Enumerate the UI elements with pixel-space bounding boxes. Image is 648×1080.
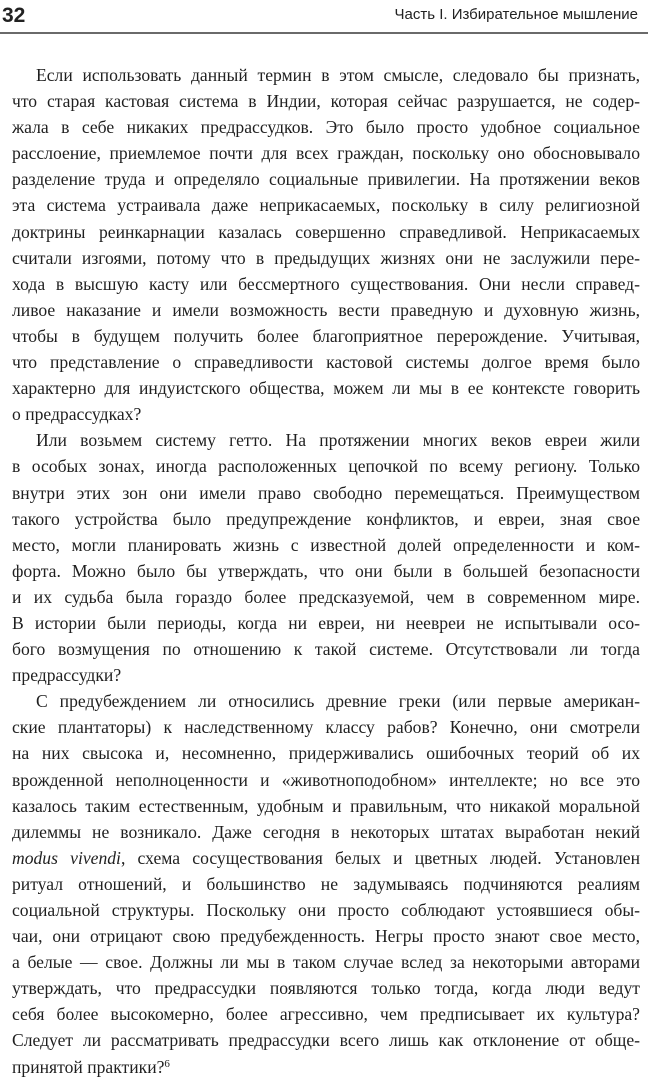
text-line: считали изгоями, потому что в предыдущих жизнях они не заслужили пере-	[12, 247, 640, 268]
text-line: принятой практики?$^6$	[12, 1056, 170, 1077]
text-line: разделение труда и определяло социальные привилегии. На протяжении веков	[12, 169, 640, 190]
paragraph	[12, 62, 640, 427]
text-line: казалось таким естественным, удобным и правильным, что никакой моральной	[12, 795, 640, 816]
text-line: на них свысока и, несомненно, придерживались ошибочных теорий об их	[12, 743, 640, 764]
text-line: расслоение, приемлемое почти для всех граждан, поскольку оно обосновывало	[12, 143, 640, 164]
text-line: Следует ли рассматривать предрассудки всего лишь как отклонение от обще-	[12, 1030, 640, 1051]
text-line: врожденной неполноценности и «животноподобном» интеллекте; но все это	[12, 769, 640, 790]
italic-phrase: modus vivendi	[12, 847, 121, 868]
text-line: доктрины реинкарнации казалась совершенно справедливой. Неприкасаемых	[12, 221, 640, 242]
page-number: 32	[2, 4, 26, 27]
text-line: modus vivendi, схема сосуществования белых и цветных людей. Установлен	[12, 847, 640, 868]
text-line: эта система устраивала даже неприкасаемых, поскольку в силу религиозной	[12, 195, 640, 216]
text-line: такого устройства было предупреждение конфликтов, и евреи, зная свое	[12, 508, 640, 529]
section-title: Часть I. Избирательное мышление	[394, 6, 638, 23]
text-line: утверждать, что предрассудки появляются только тогда, когда люди ведут	[12, 978, 640, 999]
text-line: внутри этих зон они имели право свободно перемещаться. Преимуществом	[12, 482, 640, 503]
header-divider	[0, 32, 648, 34]
text-line: ритуал отношений, и большинство не задумываясь подчиняются реалиям	[12, 873, 640, 894]
text-line: ливое наказание и имели возможность вести праведную и духовную жизнь,	[12, 299, 640, 320]
text-line: в особых зонах, иногда расположенных цепочкой по всему региону. Только	[12, 456, 640, 477]
text-line: о предрассудках?	[12, 404, 142, 425]
text-line: себя более высокомерно, более агрессивно, чем предписывает их культура?	[12, 1004, 640, 1025]
paragraph	[12, 688, 640, 1079]
running-head	[0, 0, 648, 40]
text-line: хода в высшую касту или бессмертного существования. Они несли справед-	[12, 273, 640, 294]
text-line: предрассудки?	[12, 665, 122, 686]
text-line: а белые — свое. Должны ли мы в таком случае вслед за некоторыми авторами	[12, 952, 640, 973]
text-line: и их судьба была гораздо более предсказуемой, чем в современном мире.	[12, 586, 640, 607]
text-line: характерно для индуистского общества, можем ли мы в ее контексте говорить	[12, 378, 640, 399]
footnote-marker[interactable]: 6	[164, 1057, 170, 1070]
text-line: жала в себе никаких предрассудков. Это было просто удобное социальное	[12, 117, 640, 138]
text-line: С предубеждением ли относились древние греки (или первые американ-	[36, 691, 640, 712]
body-text	[12, 62, 640, 1080]
text-line: Или возьмем систему гетто. На протяжении многих веков евреи жили	[36, 430, 640, 451]
text-line: бого возмущения по отношению к такой системе. Отсутствовали ли тогда	[12, 639, 640, 660]
text-line: место, могли планировать жизнь с известной долей определенности и ком-	[12, 534, 640, 555]
text-line: Если использовать данный термин в этом смысле, следовало бы признать,	[36, 65, 640, 85]
text-line: что представление о справедливости кастовой системы долгое время было	[12, 352, 640, 373]
text-line: ские плантаторы) к наследственному классу рабов? Конечно, они смотрели	[12, 717, 640, 738]
text-line: социальной структуры. Поскольку они просто соблюдают устоявшиеся обы-	[12, 900, 640, 920]
text-line: чаи, они отрицают свою предубежденность. Негры просто знают свое место,	[12, 926, 640, 947]
text-line: В истории были периоды, когда ни евреи, ни неевреи не испытывали осо-	[12, 612, 640, 633]
text-line: что старая кастовая система в Индии, которая сейчас разрушается, не содер-	[12, 91, 640, 112]
text-line: чтобы в будущем получить более благоприятное перерождение. Учитывая,	[12, 325, 640, 346]
paragraph	[12, 427, 640, 688]
text-line: форта. Можно было бы утверждать, что они были в большей безопасности	[12, 560, 640, 581]
text-line: дилеммы не возникало. Даже сегодня в некоторых штатах выработан некий	[12, 821, 640, 842]
